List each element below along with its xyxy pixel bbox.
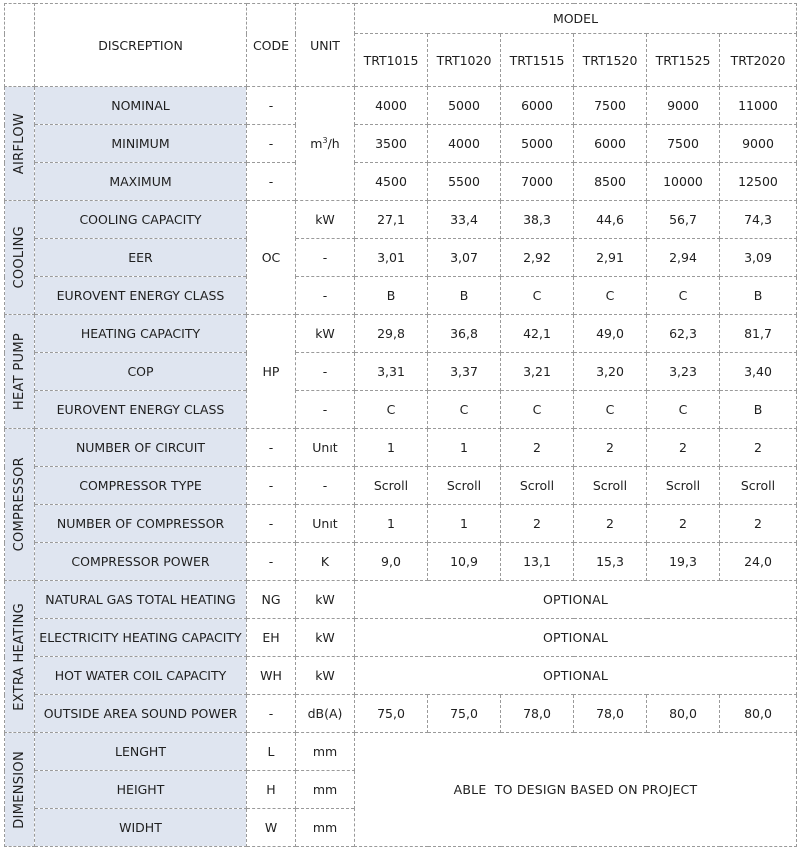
value-cell: 49,0 — [574, 315, 647, 353]
value-cell: 27,1 — [355, 201, 428, 239]
value-cell: 7500 — [647, 125, 720, 163]
value-cell: 12500 — [720, 163, 797, 201]
code-cell-cooling: OC — [247, 201, 296, 315]
value-cell: 4500 — [355, 163, 428, 201]
header-corner — [5, 4, 35, 87]
param-label: COP — [35, 353, 247, 391]
model-name: TRT1015 — [355, 34, 428, 87]
value-cell: 6000 — [501, 87, 574, 125]
param-label: EUROVENT ENERGY CLASS — [35, 391, 247, 429]
value-cell: 9000 — [647, 87, 720, 125]
table-row — [5, 315, 797, 353]
header-description: DISCREPTION — [35, 4, 247, 87]
code-cell: NG — [247, 581, 296, 619]
value-cell: 2 — [501, 505, 574, 543]
value-cell: 9,0 — [355, 543, 428, 581]
group-label-text: HEAT PUMP — [12, 332, 27, 411]
model-name: TRT2020 — [720, 34, 797, 87]
table-row — [5, 239, 797, 277]
table-row — [5, 505, 797, 543]
value-cell: 4000 — [355, 87, 428, 125]
value-cell: 13,1 — [501, 543, 574, 581]
param-label: NUMBER OF CIRCUIT — [35, 429, 247, 467]
value-cell: C — [647, 391, 720, 429]
header-model: MODEL — [355, 4, 797, 34]
value-cell: 3,31 — [355, 353, 428, 391]
table-row — [5, 429, 797, 467]
param-label: WIDHT — [35, 809, 247, 847]
unit-cell: Unıt — [296, 505, 355, 543]
value-cell: C — [355, 391, 428, 429]
unit-cell: K — [296, 543, 355, 581]
value-cell: 8500 — [574, 163, 647, 201]
table-row — [5, 391, 797, 429]
table-row — [5, 581, 797, 619]
value-cell: 9000 — [720, 125, 797, 163]
param-label: MINIMUM — [35, 125, 247, 163]
value-cell: 80,0 — [647, 695, 720, 733]
value-cell: 3,01 — [355, 239, 428, 277]
unit-cell: mm — [296, 733, 355, 771]
group-label-text: DIMENSION — [12, 750, 27, 829]
value-cell: 3,37 — [428, 353, 501, 391]
value-cell: B — [720, 391, 797, 429]
param-label: EER — [35, 239, 247, 277]
group-label-dimension — [5, 733, 35, 847]
value-cell: 2 — [501, 429, 574, 467]
value-cell: 29,8 — [355, 315, 428, 353]
code-cell: - — [247, 429, 296, 467]
code-cell: EH — [247, 619, 296, 657]
table-row — [5, 657, 797, 695]
unit-cell: - — [296, 391, 355, 429]
optional-cell: OPTIONAL — [355, 657, 797, 695]
header-row — [5, 4, 797, 34]
code-cell: - — [247, 163, 296, 201]
param-label: HEATING CAPACITY — [35, 315, 247, 353]
code-cell: - — [247, 467, 296, 505]
value-cell: 2 — [647, 505, 720, 543]
group-label-airflow — [5, 87, 35, 201]
value-cell: 36,8 — [428, 315, 501, 353]
value-cell: 1 — [428, 429, 501, 467]
unit-cell: Unıt — [296, 429, 355, 467]
value-cell: 33,4 — [428, 201, 501, 239]
model-name: TRT1525 — [647, 34, 720, 87]
header-unit: UNIT — [296, 4, 355, 87]
value-cell: Scroll — [501, 467, 574, 505]
code-cell: - — [247, 505, 296, 543]
code-cell: W — [247, 809, 296, 847]
group-label-text: COMPRESSOR — [12, 457, 27, 552]
value-cell: Scroll — [647, 467, 720, 505]
table-row — [5, 695, 797, 733]
param-label: HOT WATER COIL CAPACITY — [35, 657, 247, 695]
table-row — [5, 467, 797, 505]
value-cell: C — [428, 391, 501, 429]
value-cell: 78,0 — [501, 695, 574, 733]
value-cell: Scroll — [355, 467, 428, 505]
param-label: ELECTRICITY HEATING CAPACITY — [35, 619, 247, 657]
value-cell: 3,21 — [501, 353, 574, 391]
value-cell: B — [720, 277, 797, 315]
value-cell: 2 — [647, 429, 720, 467]
unit-cell: kW — [296, 315, 355, 353]
optional-cell: OPTIONAL — [355, 581, 797, 619]
value-cell: C — [647, 277, 720, 315]
param-label: COOLING CAPACITY — [35, 201, 247, 239]
param-label: OUTSIDE AREA SOUND POWER — [35, 695, 247, 733]
table-row — [5, 163, 797, 201]
unit-cell: dB(A) — [296, 695, 355, 733]
value-cell: 11000 — [720, 87, 797, 125]
unit-cell: - — [296, 277, 355, 315]
unit-cell: kW — [296, 581, 355, 619]
value-cell: Scroll — [574, 467, 647, 505]
value-cell: 2,91 — [574, 239, 647, 277]
value-cell: 80,0 — [720, 695, 797, 733]
value-cell: 75,0 — [428, 695, 501, 733]
param-label: LENGHT — [35, 733, 247, 771]
unit-cell: kW — [296, 657, 355, 695]
unit-cell: - — [296, 353, 355, 391]
value-cell: 42,1 — [501, 315, 574, 353]
value-cell: 3500 — [355, 125, 428, 163]
model-name: TRT1520 — [574, 34, 647, 87]
param-label: COMPRESSOR TYPE — [35, 467, 247, 505]
value-cell: 1 — [355, 505, 428, 543]
table-row — [5, 733, 797, 771]
param-label: HEIGHT — [35, 771, 247, 809]
param-label: NATURAL GAS TOTAL HEATING — [35, 581, 247, 619]
specification-table — [4, 3, 797, 847]
group-label-compressor — [5, 429, 35, 581]
value-cell: C — [501, 277, 574, 315]
value-cell: 2,92 — [501, 239, 574, 277]
table-row — [5, 353, 797, 391]
model-name: TRT1515 — [501, 34, 574, 87]
unit-cell: kW — [296, 201, 355, 239]
value-cell: 10,9 — [428, 543, 501, 581]
group-label-cooling — [5, 201, 35, 315]
value-cell: B — [355, 277, 428, 315]
group-label-text: COOLING — [12, 226, 27, 289]
value-cell: 5500 — [428, 163, 501, 201]
param-label: EUROVENT ENERGY CLASS — [35, 277, 247, 315]
code-cell: WH — [247, 657, 296, 695]
value-cell: 15,3 — [574, 543, 647, 581]
unit-rest: /h — [327, 136, 340, 152]
table-row — [5, 125, 797, 163]
value-cell: 3,07 — [428, 239, 501, 277]
value-cell: 2,94 — [647, 239, 720, 277]
value-cell: 81,7 — [720, 315, 797, 353]
unit-cell: mm — [296, 809, 355, 847]
value-cell: C — [574, 277, 647, 315]
value-cell: 4000 — [428, 125, 501, 163]
value-cell: 2 — [574, 429, 647, 467]
unit-cell: mm — [296, 771, 355, 809]
value-cell: 3,20 — [574, 353, 647, 391]
model-name: TRT1020 — [428, 34, 501, 87]
value-cell: 3,23 — [647, 353, 720, 391]
param-label: NUMBER OF COMPRESSOR — [35, 505, 247, 543]
dimension-note: ABLE TO DESIGN BASED ON PROJECT — [355, 733, 797, 847]
value-cell: 3,09 — [720, 239, 797, 277]
code-cell: - — [247, 125, 296, 163]
table-row — [5, 87, 797, 125]
unit-cell: - — [296, 239, 355, 277]
value-cell: 75,0 — [355, 695, 428, 733]
code-cell: - — [247, 87, 296, 125]
group-label-text: EXTRA HEATING — [12, 602, 27, 711]
value-cell: 7500 — [574, 87, 647, 125]
value-cell: 1 — [355, 429, 428, 467]
group-label-heat-pump — [5, 315, 35, 429]
group-label-text: AIRFLOW — [12, 112, 27, 175]
table-row — [5, 619, 797, 657]
value-cell: 19,3 — [647, 543, 720, 581]
value-cell: 10000 — [647, 163, 720, 201]
param-label: NOMINAL — [35, 87, 247, 125]
code-cell: L — [247, 733, 296, 771]
value-cell: 38,3 — [501, 201, 574, 239]
value-cell: B — [428, 277, 501, 315]
value-cell: 5000 — [428, 87, 501, 125]
value-cell: C — [501, 391, 574, 429]
value-cell: 1 — [428, 505, 501, 543]
table-row — [5, 201, 797, 239]
group-label-extra-heating — [5, 581, 35, 733]
value-cell: 2 — [720, 429, 797, 467]
optional-cell: OPTIONAL — [355, 619, 797, 657]
unit-superscript: 3 — [322, 135, 328, 145]
value-cell: 2 — [574, 505, 647, 543]
value-cell: 74,3 — [720, 201, 797, 239]
value-cell: 44,6 — [574, 201, 647, 239]
unit-cell-airflow — [296, 87, 355, 201]
table-row — [5, 543, 797, 581]
param-label: MAXIMUM — [35, 163, 247, 201]
code-cell: - — [247, 543, 296, 581]
unit-cell: kW — [296, 619, 355, 657]
code-cell-heat-pump: HP — [247, 315, 296, 429]
value-cell: 5000 — [501, 125, 574, 163]
value-cell: Scroll — [428, 467, 501, 505]
param-label: COMPRESSOR POWER — [35, 543, 247, 581]
value-cell: 62,3 — [647, 315, 720, 353]
header-code: CODE — [247, 4, 296, 87]
value-cell: Scroll — [720, 467, 797, 505]
unit-base: m — [310, 136, 323, 152]
value-cell: 3,40 — [720, 353, 797, 391]
value-cell: 56,7 — [647, 201, 720, 239]
table-row — [5, 277, 797, 315]
value-cell: 7000 — [501, 163, 574, 201]
value-cell: 2 — [720, 505, 797, 543]
value-cell: C — [574, 391, 647, 429]
value-cell: 6000 — [574, 125, 647, 163]
code-cell: H — [247, 771, 296, 809]
unit-cell: - — [296, 467, 355, 505]
code-cell: - — [247, 695, 296, 733]
value-cell: 24,0 — [720, 543, 797, 581]
value-cell: 78,0 — [574, 695, 647, 733]
